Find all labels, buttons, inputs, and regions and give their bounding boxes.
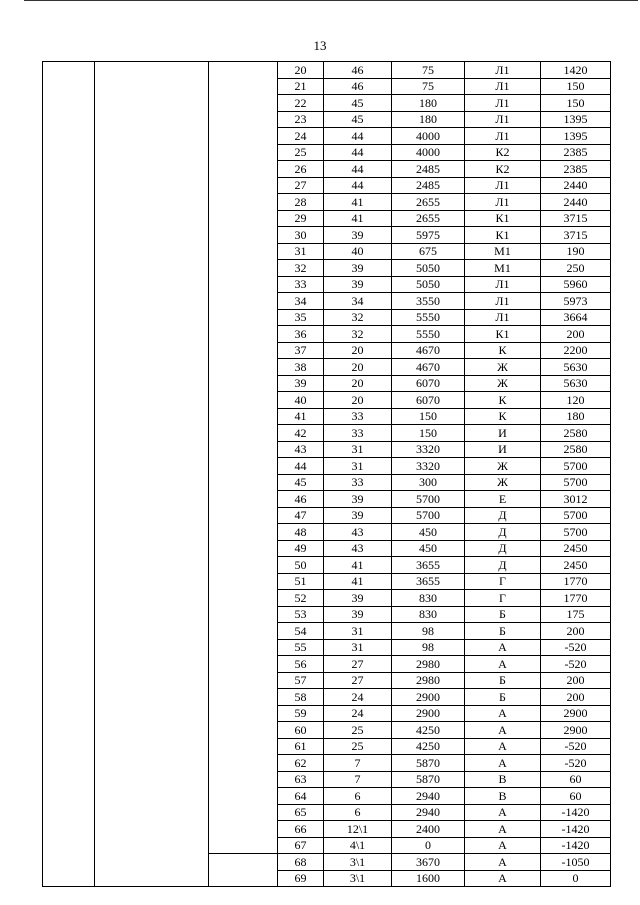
- value-cell: 0: [541, 870, 611, 887]
- col2-cell: 27: [324, 672, 392, 689]
- value-cell: 3012: [541, 491, 611, 508]
- value-cell: 2385: [541, 161, 611, 178]
- value-cell: 200: [541, 623, 611, 640]
- value-cell: -1050: [541, 854, 611, 871]
- value-cell: -520: [541, 755, 611, 772]
- letter-cell: Г: [465, 590, 541, 607]
- value-cell: 190: [541, 243, 611, 260]
- row-number-cell: 64: [278, 788, 324, 805]
- letter-cell: Л1: [465, 95, 541, 112]
- col2-cell: 34: [324, 293, 392, 310]
- row-number-cell: 22: [278, 95, 324, 112]
- letter-cell: Л1: [465, 177, 541, 194]
- value-cell: 2900: [541, 705, 611, 722]
- col2-cell: 25: [324, 738, 392, 755]
- col3-cell: 5975: [392, 227, 465, 244]
- value-cell: 120: [541, 392, 611, 409]
- row-number-cell: 43: [278, 441, 324, 458]
- col2-cell: 32: [324, 326, 392, 343]
- letter-cell: Л1: [465, 62, 541, 79]
- value-cell: 200: [541, 672, 611, 689]
- row-number-cell: 56: [278, 656, 324, 673]
- value-cell: -520: [541, 738, 611, 755]
- col2-cell: 43: [324, 540, 392, 557]
- value-cell: 5700: [541, 458, 611, 475]
- col2-cell: 33: [324, 474, 392, 491]
- col2-cell: 44: [324, 144, 392, 161]
- data-table: [42, 61, 611, 887]
- value-cell: 5630: [541, 375, 611, 392]
- row-number-cell: 29: [278, 210, 324, 227]
- col3-cell: 3320: [392, 458, 465, 475]
- col3-cell: 2400: [392, 821, 465, 838]
- letter-cell: Л1: [465, 78, 541, 95]
- row-number-cell: 30: [278, 227, 324, 244]
- col3-cell: 3670: [392, 854, 465, 871]
- row-number-cell: 68: [278, 854, 324, 871]
- value-cell: 5700: [541, 507, 611, 524]
- letter-cell: В: [465, 788, 541, 805]
- row-number-cell: 46: [278, 491, 324, 508]
- letter-cell: К: [465, 342, 541, 359]
- col2-cell: 31: [324, 639, 392, 656]
- row-number-cell: 39: [278, 375, 324, 392]
- col2-cell: 39: [324, 606, 392, 623]
- value-cell: 2440: [541, 177, 611, 194]
- letter-cell: Л1: [465, 128, 541, 145]
- col3-cell: 2980: [392, 672, 465, 689]
- col3-cell: 2980: [392, 656, 465, 673]
- col2-cell: 20: [324, 392, 392, 409]
- value-cell: -1420: [541, 837, 611, 854]
- col3-cell: 2655: [392, 194, 465, 211]
- col2-cell: 3\1: [324, 854, 392, 871]
- col2-cell: 46: [324, 62, 392, 79]
- value-cell: 180: [541, 408, 611, 425]
- row-number-cell: 24: [278, 128, 324, 145]
- letter-cell: А: [465, 870, 541, 887]
- col3-cell: 450: [392, 524, 465, 541]
- value-cell: -520: [541, 656, 611, 673]
- value-cell: 2440: [541, 194, 611, 211]
- row-number-cell: 57: [278, 672, 324, 689]
- col3-cell: 4250: [392, 738, 465, 755]
- left-blank-cell-3b: [209, 854, 278, 887]
- col2-cell: 39: [324, 507, 392, 524]
- letter-cell: А: [465, 755, 541, 772]
- letter-cell: Л1: [465, 293, 541, 310]
- letter-cell: Д: [465, 540, 541, 557]
- row-number-cell: 50: [278, 557, 324, 574]
- col2-cell: 45: [324, 111, 392, 128]
- col3-cell: 6070: [392, 375, 465, 392]
- value-cell: 1395: [541, 111, 611, 128]
- table-row: [43, 62, 611, 79]
- col3-cell: 5050: [392, 276, 465, 293]
- letter-cell: Д: [465, 507, 541, 524]
- col2-cell: 3\1: [324, 870, 392, 887]
- col3-cell: 5700: [392, 507, 465, 524]
- value-cell: 1770: [541, 590, 611, 607]
- col3-cell: 2940: [392, 788, 465, 805]
- row-number-cell: 66: [278, 821, 324, 838]
- value-cell: 2580: [541, 425, 611, 442]
- letter-cell: Б: [465, 689, 541, 706]
- left-blank-cell-1: [43, 62, 95, 887]
- col2-cell: 39: [324, 227, 392, 244]
- col3-cell: 98: [392, 639, 465, 656]
- value-cell: 2200: [541, 342, 611, 359]
- left-blank-cell-2: [95, 62, 209, 887]
- row-number-cell: 41: [278, 408, 324, 425]
- row-number-cell: 35: [278, 309, 324, 326]
- letter-cell: А: [465, 656, 541, 673]
- value-cell: 200: [541, 326, 611, 343]
- row-number-cell: 67: [278, 837, 324, 854]
- col2-cell: 25: [324, 722, 392, 739]
- col2-cell: 39: [324, 260, 392, 277]
- col3-cell: 830: [392, 606, 465, 623]
- row-number-cell: 38: [278, 359, 324, 376]
- letter-cell: Б: [465, 606, 541, 623]
- col2-cell: 41: [324, 194, 392, 211]
- col3-cell: 450: [392, 540, 465, 557]
- value-cell: 1395: [541, 128, 611, 145]
- value-cell: 60: [541, 771, 611, 788]
- value-cell: 5700: [541, 524, 611, 541]
- row-number-cell: 59: [278, 705, 324, 722]
- letter-cell: А: [465, 837, 541, 854]
- col3-cell: 3550: [392, 293, 465, 310]
- letter-cell: А: [465, 821, 541, 838]
- value-cell: -520: [541, 639, 611, 656]
- letter-cell: К1: [465, 227, 541, 244]
- col3-cell: 675: [392, 243, 465, 260]
- row-number-cell: 27: [278, 177, 324, 194]
- letter-cell: Л1: [465, 309, 541, 326]
- letter-cell: М1: [465, 260, 541, 277]
- letter-cell: Л1: [465, 276, 541, 293]
- col2-cell: 27: [324, 656, 392, 673]
- row-number-cell: 36: [278, 326, 324, 343]
- col3-cell: 180: [392, 95, 465, 112]
- letter-cell: Е: [465, 491, 541, 508]
- row-number-cell: 54: [278, 623, 324, 640]
- col2-cell: 6: [324, 804, 392, 821]
- letter-cell: А: [465, 804, 541, 821]
- letter-cell: Ж: [465, 474, 541, 491]
- col2-cell: 44: [324, 161, 392, 178]
- col3-cell: 830: [392, 590, 465, 607]
- value-cell: 3715: [541, 227, 611, 244]
- row-number-cell: 23: [278, 111, 324, 128]
- letter-cell: Б: [465, 623, 541, 640]
- col2-cell: 7: [324, 771, 392, 788]
- value-cell: 3664: [541, 309, 611, 326]
- col2-cell: 41: [324, 573, 392, 590]
- value-cell: -1420: [541, 804, 611, 821]
- col3-cell: 98: [392, 623, 465, 640]
- value-cell: 5960: [541, 276, 611, 293]
- value-cell: 2385: [541, 144, 611, 161]
- value-cell: 2450: [541, 557, 611, 574]
- col3-cell: 3655: [392, 557, 465, 574]
- value-cell: 5700: [541, 474, 611, 491]
- col3-cell: 180: [392, 111, 465, 128]
- letter-cell: М1: [465, 243, 541, 260]
- row-number-cell: 55: [278, 639, 324, 656]
- col3-cell: 150: [392, 425, 465, 442]
- letter-cell: Д: [465, 557, 541, 574]
- value-cell: 250: [541, 260, 611, 277]
- table-body: [43, 62, 611, 887]
- col3-cell: 4670: [392, 342, 465, 359]
- row-number-cell: 52: [278, 590, 324, 607]
- col3-cell: 5870: [392, 771, 465, 788]
- row-number-cell: 34: [278, 293, 324, 310]
- col2-cell: 44: [324, 128, 392, 145]
- row-number-cell: 37: [278, 342, 324, 359]
- letter-cell: Л1: [465, 194, 541, 211]
- col3-cell: 1600: [392, 870, 465, 887]
- col2-cell: 20: [324, 375, 392, 392]
- col3-cell: 2485: [392, 177, 465, 194]
- top-border-line: [24, 0, 638, 1]
- col2-cell: 7: [324, 755, 392, 772]
- letter-cell: Ж: [465, 458, 541, 475]
- col2-cell: 33: [324, 408, 392, 425]
- row-number-cell: 31: [278, 243, 324, 260]
- letter-cell: Ж: [465, 375, 541, 392]
- page-number: 13: [313, 38, 327, 53]
- letter-cell: И: [465, 441, 541, 458]
- col3-cell: 2900: [392, 689, 465, 706]
- col3-cell: 2900: [392, 705, 465, 722]
- row-number-cell: 60: [278, 722, 324, 739]
- col3-cell: 5550: [392, 309, 465, 326]
- value-cell: 2450: [541, 540, 611, 557]
- col2-cell: 41: [324, 557, 392, 574]
- col2-cell: 32: [324, 309, 392, 326]
- col3-cell: 4670: [392, 359, 465, 376]
- col2-cell: 31: [324, 441, 392, 458]
- row-number-cell: 63: [278, 771, 324, 788]
- value-cell: 2580: [541, 441, 611, 458]
- row-number-cell: 32: [278, 260, 324, 277]
- col3-cell: 2940: [392, 804, 465, 821]
- letter-cell: А: [465, 705, 541, 722]
- col2-cell: 43: [324, 524, 392, 541]
- row-number-cell: 45: [278, 474, 324, 491]
- row-number-cell: 69: [278, 870, 324, 887]
- row-number-cell: 51: [278, 573, 324, 590]
- letter-cell: К2: [465, 144, 541, 161]
- letter-cell: И: [465, 425, 541, 442]
- col3-cell: 5550: [392, 326, 465, 343]
- col3-cell: 4250: [392, 722, 465, 739]
- left-blank-cell-3: [209, 62, 278, 854]
- col3-cell: 5700: [392, 491, 465, 508]
- row-number-cell: 44: [278, 458, 324, 475]
- letter-cell: К1: [465, 326, 541, 343]
- letter-cell: Л1: [465, 111, 541, 128]
- value-cell: 3715: [541, 210, 611, 227]
- row-number-cell: 20: [278, 62, 324, 79]
- col3-cell: 4000: [392, 144, 465, 161]
- col3-cell: 3320: [392, 441, 465, 458]
- col3-cell: 5050: [392, 260, 465, 277]
- col3-cell: 75: [392, 78, 465, 95]
- row-number-cell: 42: [278, 425, 324, 442]
- col2-cell: 33: [324, 425, 392, 442]
- letter-cell: А: [465, 722, 541, 739]
- col2-cell: 41: [324, 210, 392, 227]
- value-cell: 5630: [541, 359, 611, 376]
- col2-cell: 6: [324, 788, 392, 805]
- row-number-cell: 47: [278, 507, 324, 524]
- col2-cell: 20: [324, 342, 392, 359]
- value-cell: -1420: [541, 821, 611, 838]
- row-number-cell: 28: [278, 194, 324, 211]
- col2-cell: 39: [324, 276, 392, 293]
- col3-cell: 0: [392, 837, 465, 854]
- row-number-cell: 48: [278, 524, 324, 541]
- col3-cell: 2485: [392, 161, 465, 178]
- letter-cell: К2: [465, 161, 541, 178]
- col2-cell: 39: [324, 590, 392, 607]
- row-number-cell: 25: [278, 144, 324, 161]
- letter-cell: Ж: [465, 359, 541, 376]
- col3-cell: 2655: [392, 210, 465, 227]
- col2-cell: 20: [324, 359, 392, 376]
- value-cell: 150: [541, 95, 611, 112]
- row-number-cell: 49: [278, 540, 324, 557]
- col2-cell: 31: [324, 623, 392, 640]
- value-cell: 60: [541, 788, 611, 805]
- row-number-cell: 40: [278, 392, 324, 409]
- row-number-cell: 26: [278, 161, 324, 178]
- value-cell: 175: [541, 606, 611, 623]
- col2-cell: 24: [324, 689, 392, 706]
- letter-cell: Д: [465, 524, 541, 541]
- value-cell: 150: [541, 78, 611, 95]
- row-number-cell: 61: [278, 738, 324, 755]
- row-number-cell: 58: [278, 689, 324, 706]
- row-number-cell: 33: [278, 276, 324, 293]
- letter-cell: А: [465, 854, 541, 871]
- col2-cell: 44: [324, 177, 392, 194]
- value-cell: 1770: [541, 573, 611, 590]
- letter-cell: К: [465, 392, 541, 409]
- col2-cell: 4\1: [324, 837, 392, 854]
- letter-cell: А: [465, 738, 541, 755]
- col3-cell: 75: [392, 62, 465, 79]
- col3-cell: 3655: [392, 573, 465, 590]
- value-cell: 5973: [541, 293, 611, 310]
- letter-cell: К1: [465, 210, 541, 227]
- col2-cell: 24: [324, 705, 392, 722]
- row-number-cell: 62: [278, 755, 324, 772]
- col3-cell: 4000: [392, 128, 465, 145]
- row-number-cell: 65: [278, 804, 324, 821]
- letter-cell: Б: [465, 672, 541, 689]
- value-cell: 2900: [541, 722, 611, 739]
- col2-cell: 46: [324, 78, 392, 95]
- col2-cell: 39: [324, 491, 392, 508]
- row-number-cell: 53: [278, 606, 324, 623]
- value-cell: 200: [541, 689, 611, 706]
- col3-cell: 5870: [392, 755, 465, 772]
- col2-cell: 12\1: [324, 821, 392, 838]
- col2-cell: 45: [324, 95, 392, 112]
- value-cell: 1420: [541, 62, 611, 79]
- col3-cell: 6070: [392, 392, 465, 409]
- letter-cell: А: [465, 639, 541, 656]
- letter-cell: Г: [465, 573, 541, 590]
- row-number-cell: 21: [278, 78, 324, 95]
- col3-cell: 150: [392, 408, 465, 425]
- letter-cell: В: [465, 771, 541, 788]
- col2-cell: 40: [324, 243, 392, 260]
- col2-cell: 31: [324, 458, 392, 475]
- letter-cell: К: [465, 408, 541, 425]
- col3-cell: 300: [392, 474, 465, 491]
